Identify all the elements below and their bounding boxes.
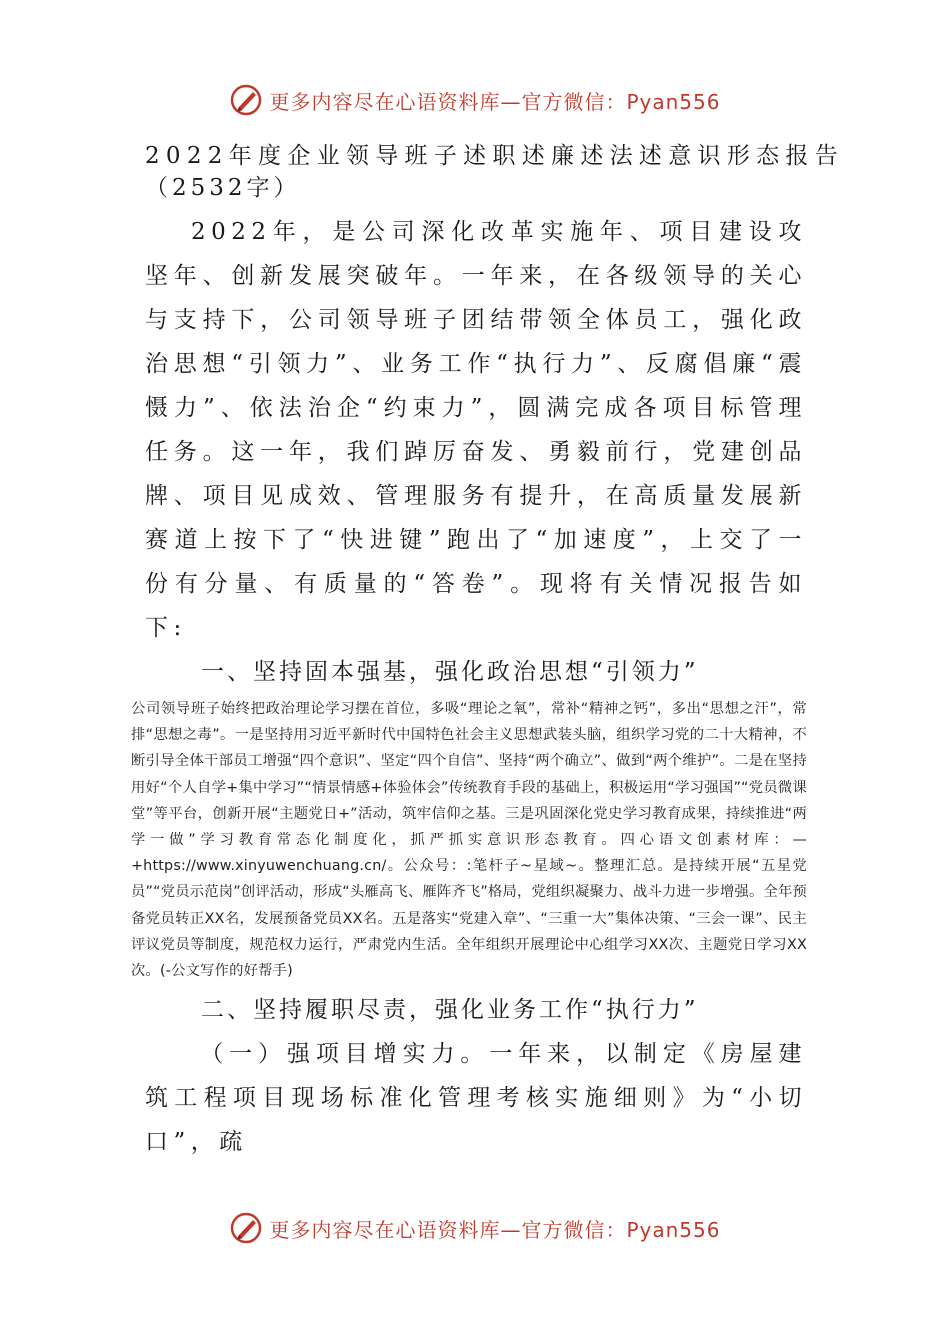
header-watermark-banner (0, 80, 950, 120)
intro-paragraph: 2022年，是公司深化改革实施年、项目建设攻坚年、创新发展突破年。一年来，在各级领导的关心与支持下，公司领导班子团结带领全体员工，强化政治思想“引领力”、业务工作“执行力”、反腐倡廉“震慑力”、依法治企“约束力”，圆满完成各项目标管理任务。这一年，我们踔厉奋发、勇毅前行，党建创品牌、项目见成效、管理服务有提升，在高质量发展新赛道上按下了“快进键”跑出了“加速度”，上交了一份有分量、有质量的“答卷”。现将有关情况报告如下: (145, 219, 807, 641)
banner-text: 更多内容尽在心语资料库—官方微信：Pyan556 (269, 1217, 721, 1242)
document-title: 2022年度企业领导班子述职述廉述法述意识形态报告 (145, 143, 845, 169)
section-1-heading: 一、坚持固本强基，强化政治思想“引领力” (201, 659, 699, 685)
section-2-paragraph-1: （一）强项目增实力。一年来，以制定《房屋建筑工程项目现场标准化管理考核实施细则》为“小切口”，疏 (145, 1041, 807, 1156)
section-1-body: 公司领导班子始终把政治理论学习摆在首位，多吸“理论之氧”，常补“精神之钙”，多出“思想之汗”，常排“思想之毒”。一是坚持用习近平新时代中国特色社会主义思想武装头脑，组织学习党的二十大精神，不断引导全体干部员工增强“四个意识”、坚定“四个自信”、坚持“两个确立”、做到“两个维护”。二是在坚持用好“个人自学+集中学习”“情景情感+体验体会”传统教育手段的基础上，积极运用“学习强国”“党员微课堂”等平台，创新开展“主题党日+”活动，筑牢信仰之基。三是巩固深化党史学习教育成果，持续推进“两学一做”学习教育常态化制度化，抓严抓实意识形态教育。四心语文创素材库：—+https://www.xinyuwenchuang.cn/。公众号：:笔杆子~星域~。整理汇总。是持续开展“五星党员”“党员示范岗”创评活动，形成“头雁高飞、雁阵齐飞”格局，党组织凝聚力、战斗力进一步增强。全年预备党员转正XX名，发展预备党员XX名。五是落实“党建入章”、“三重一大”集体决策、“三会一课”、民主评议党员等制度，规范权力运行，严肃党内生活。全年组织开展理论中心组学习XX次、主题党日学习XX次。(-公文写作的好帮手) (131, 701, 807, 980)
pen-logo-icon (229, 83, 263, 117)
footer-watermark-banner (0, 1208, 950, 1248)
pen-logo-icon (229, 1211, 263, 1245)
section-2-heading: 二、坚持履职尽责，强化业务工作“执行力” (201, 997, 699, 1024)
document-body (131, 141, 845, 1164)
document-word-count: （2532字） (145, 175, 301, 201)
banner-text: 更多内容尽在心语资料库—官方微信：Pyan556 (269, 89, 721, 114)
